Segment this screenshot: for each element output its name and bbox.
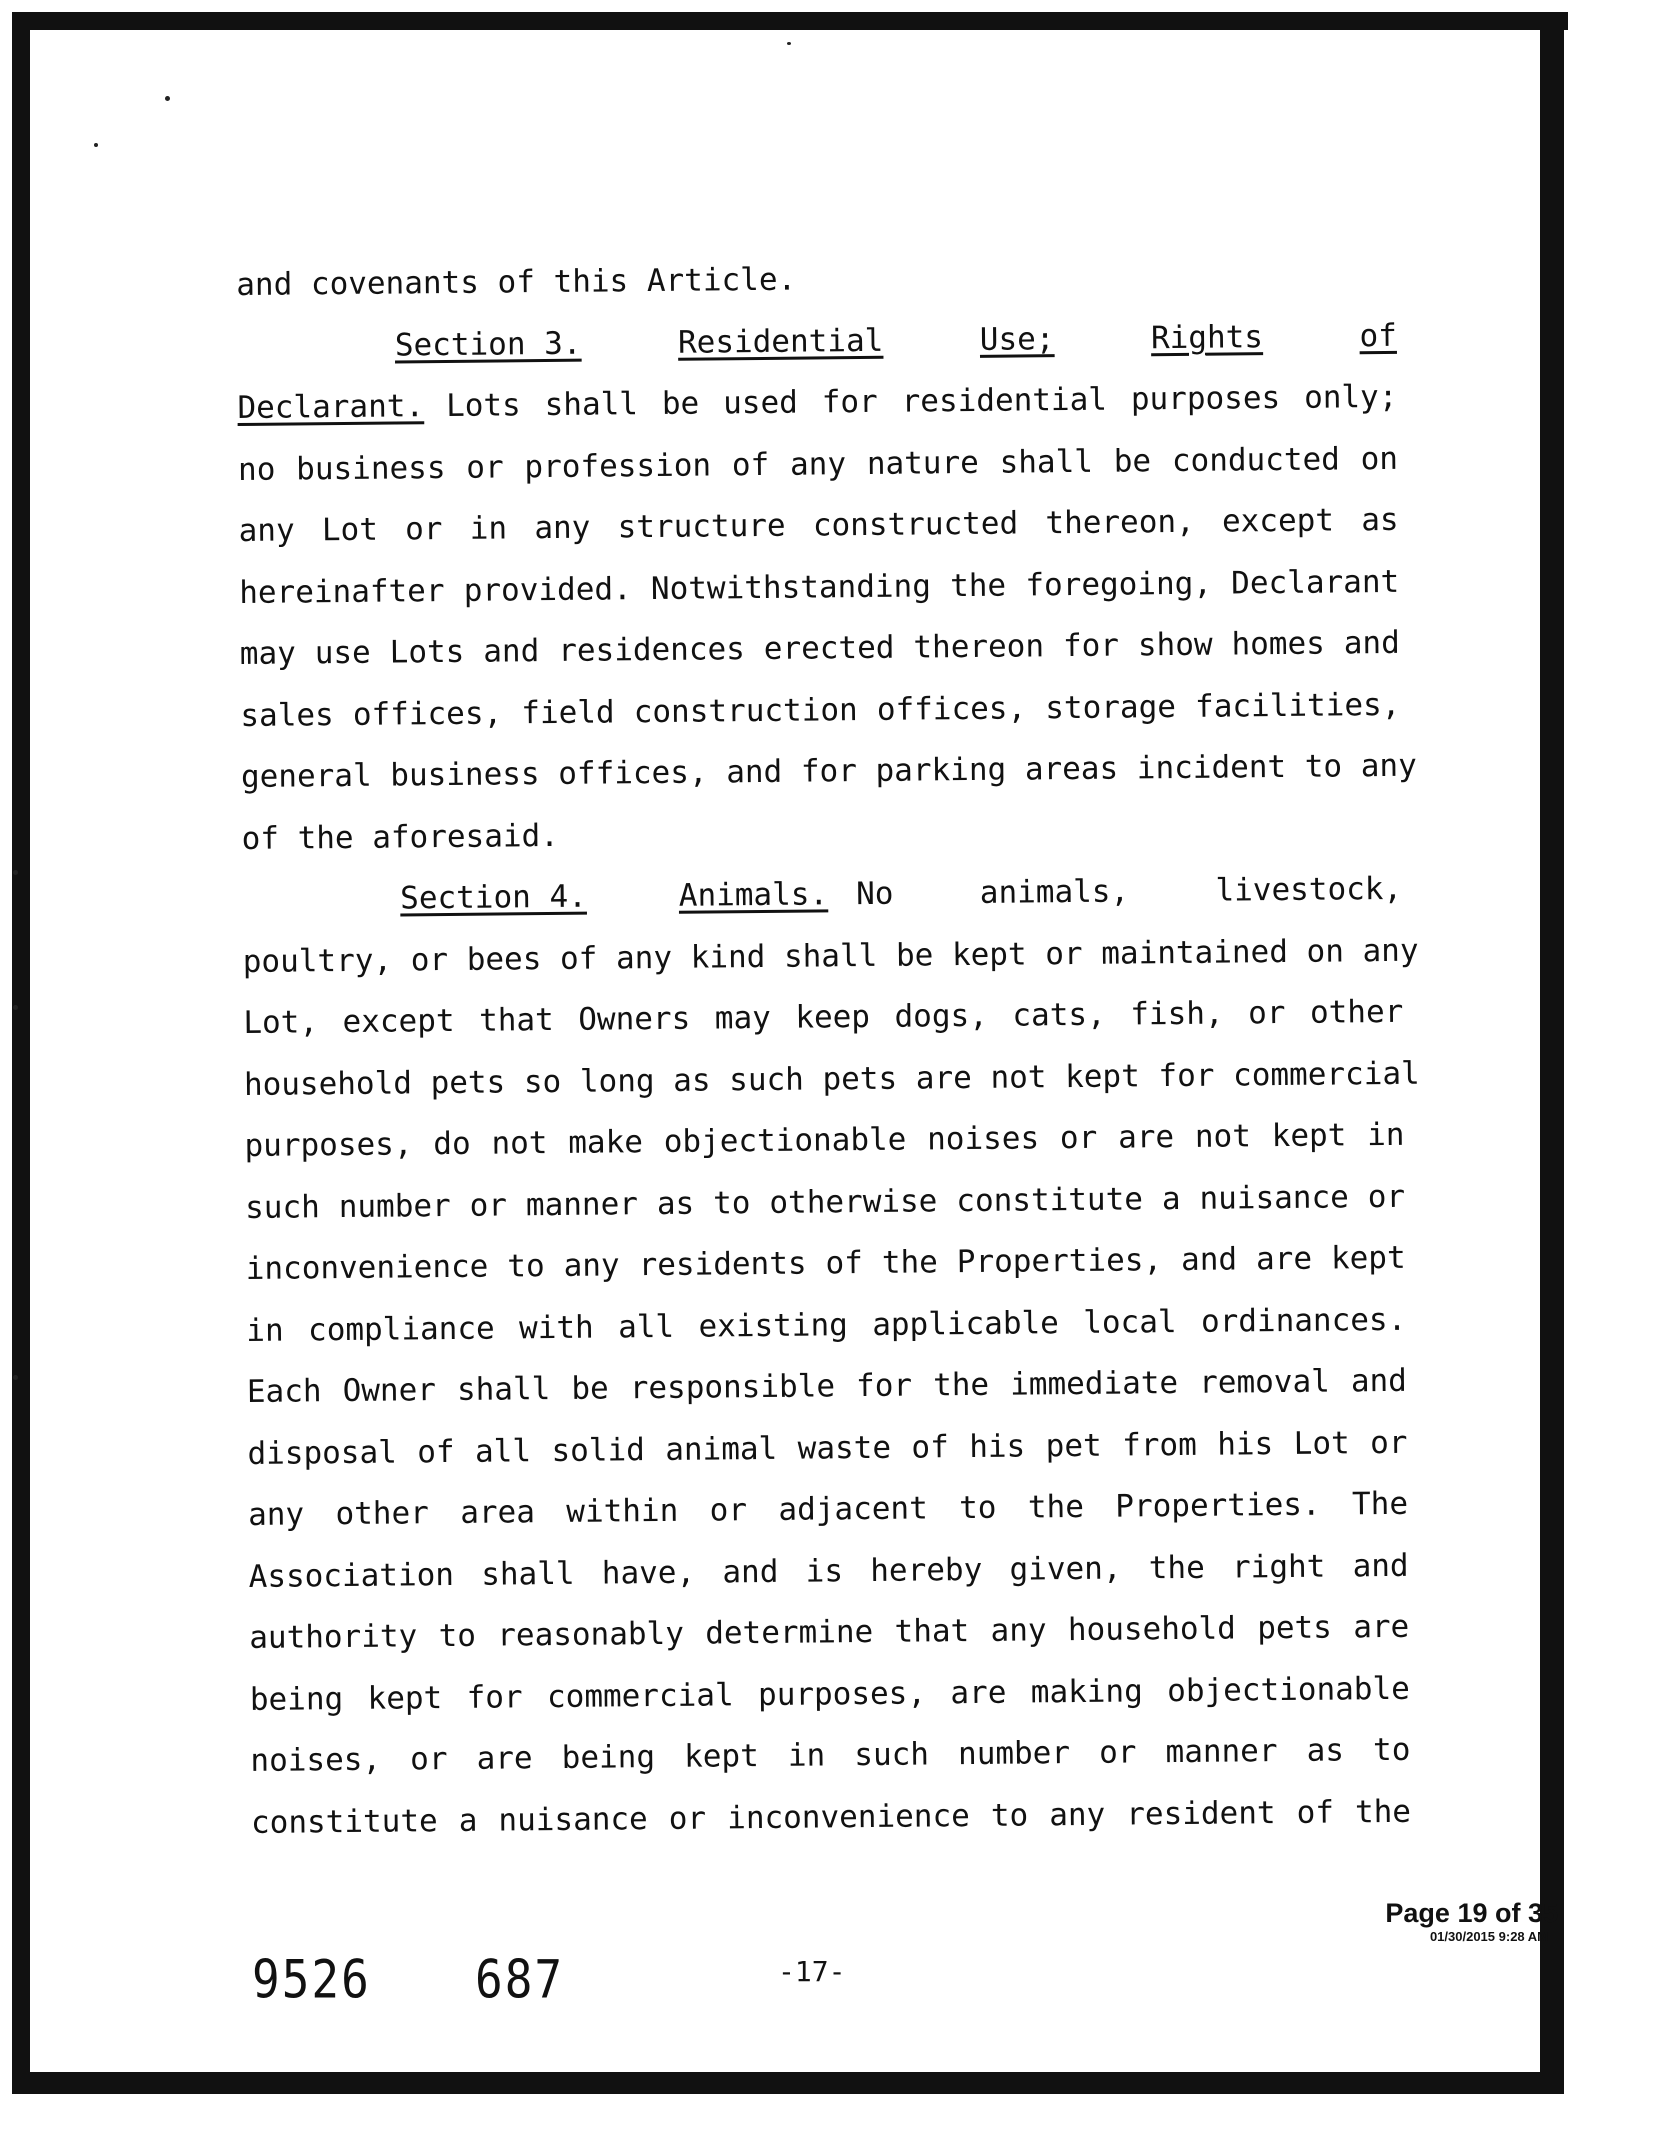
text-line: No animals, livestock, bbox=[855, 870, 1403, 913]
text-line: disposal of all solid animal waste of his pet from his Lot or bbox=[247, 1424, 1408, 1472]
page-number: -17- bbox=[778, 1955, 846, 1988]
text-line: in compliance with all existing applicable local ordinances. bbox=[246, 1301, 1407, 1349]
text-line: Lots shall be used for residential purposes only; bbox=[445, 378, 1398, 424]
text-line: household pets so long as such pets are not kept for commercial bbox=[243, 1055, 1420, 1103]
scan-speck bbox=[13, 1375, 18, 1380]
text-line: any other area within or adjacent to the Properties. The bbox=[247, 1485, 1409, 1533]
scan-border-right bbox=[1540, 12, 1564, 2094]
section-4-first-line bbox=[242, 859, 1403, 932]
section-3-title-word: Residential bbox=[677, 322, 884, 361]
document-body bbox=[236, 244, 1420, 1854]
page-reference-number: 687 bbox=[475, 1947, 565, 2011]
text-line: any Lot or in any structure constructed thereon, except as bbox=[238, 501, 1399, 549]
text-line: sales offices, field construction offices, storage facilities, bbox=[240, 686, 1401, 734]
scan-speck bbox=[94, 143, 98, 147]
text-line: no business or profession of any nature shall be conducted on bbox=[237, 440, 1399, 488]
text-line: purposes, do not make objectionable noises or are not kept in bbox=[244, 1116, 1405, 1164]
text-line: authority to reasonably determine that any household pets are bbox=[249, 1608, 1410, 1656]
text-line: and covenants of this Article. bbox=[236, 261, 797, 303]
section-3-title-word: Use; bbox=[979, 320, 1055, 358]
scan-speck bbox=[13, 870, 18, 875]
section-3-first-line bbox=[237, 367, 1398, 440]
scan-border-top bbox=[12, 12, 1568, 30]
text-line: noises, or are being kept in such number or manner as to bbox=[250, 1731, 1411, 1779]
text-line: Association shall have, and is hereby given, the right and bbox=[248, 1547, 1409, 1595]
section-4-number: Section 4. bbox=[400, 878, 587, 917]
text-line: constitute a nuisance or inconvenience to any resident of the bbox=[250, 1793, 1412, 1841]
recording-timestamp: 01/30/2015 9:28 AM bbox=[1429, 1929, 1548, 1944]
text-line: such number or manner as to otherwise constitute a nuisance or bbox=[244, 1178, 1406, 1226]
section-3-number: Section 3. bbox=[394, 325, 582, 363]
page-count-label: Page 19 of 35 bbox=[1385, 1898, 1558, 1928]
section-3-heading bbox=[237, 305, 1398, 378]
page-info-stamp bbox=[1385, 1898, 1558, 1946]
text-line: being kept for commercial purposes, are making objectionable bbox=[249, 1670, 1410, 1718]
text-line: Lot, except that Owners may keep dogs, cats, fish, or other bbox=[243, 993, 1404, 1041]
scan-speck bbox=[13, 1005, 18, 1010]
section-3-title-word: Rights bbox=[1150, 318, 1264, 356]
scan-border-left bbox=[12, 12, 30, 2094]
scan-speck bbox=[787, 42, 791, 45]
section-3-title-continued: Declarant. bbox=[237, 388, 425, 426]
text-line: hereinafter provided. Notwithstanding the foregoing, Declarant bbox=[239, 563, 1400, 611]
book-number: 9526 bbox=[252, 1947, 371, 2011]
text-line: Each Owner shall be responsible for the immediate removal and bbox=[246, 1362, 1408, 1410]
section-4-title: Animals. bbox=[678, 876, 829, 914]
text-line: of the aforesaid. bbox=[241, 817, 560, 857]
scan-border-bottom bbox=[12, 2072, 1564, 2094]
text-line: poultry, or bees of any kind shall be kept or maintained on any bbox=[242, 932, 1419, 980]
text-line: may use Lots and residences erected thereon for show homes and bbox=[239, 624, 1400, 672]
section-3-title-word: of bbox=[1359, 317, 1397, 354]
text-line: general business offices, and for parking areas incident to any bbox=[240, 747, 1417, 795]
text-line: inconvenience to any residents of the Properties, and are kept bbox=[245, 1239, 1406, 1287]
scan-speck bbox=[165, 96, 170, 101]
